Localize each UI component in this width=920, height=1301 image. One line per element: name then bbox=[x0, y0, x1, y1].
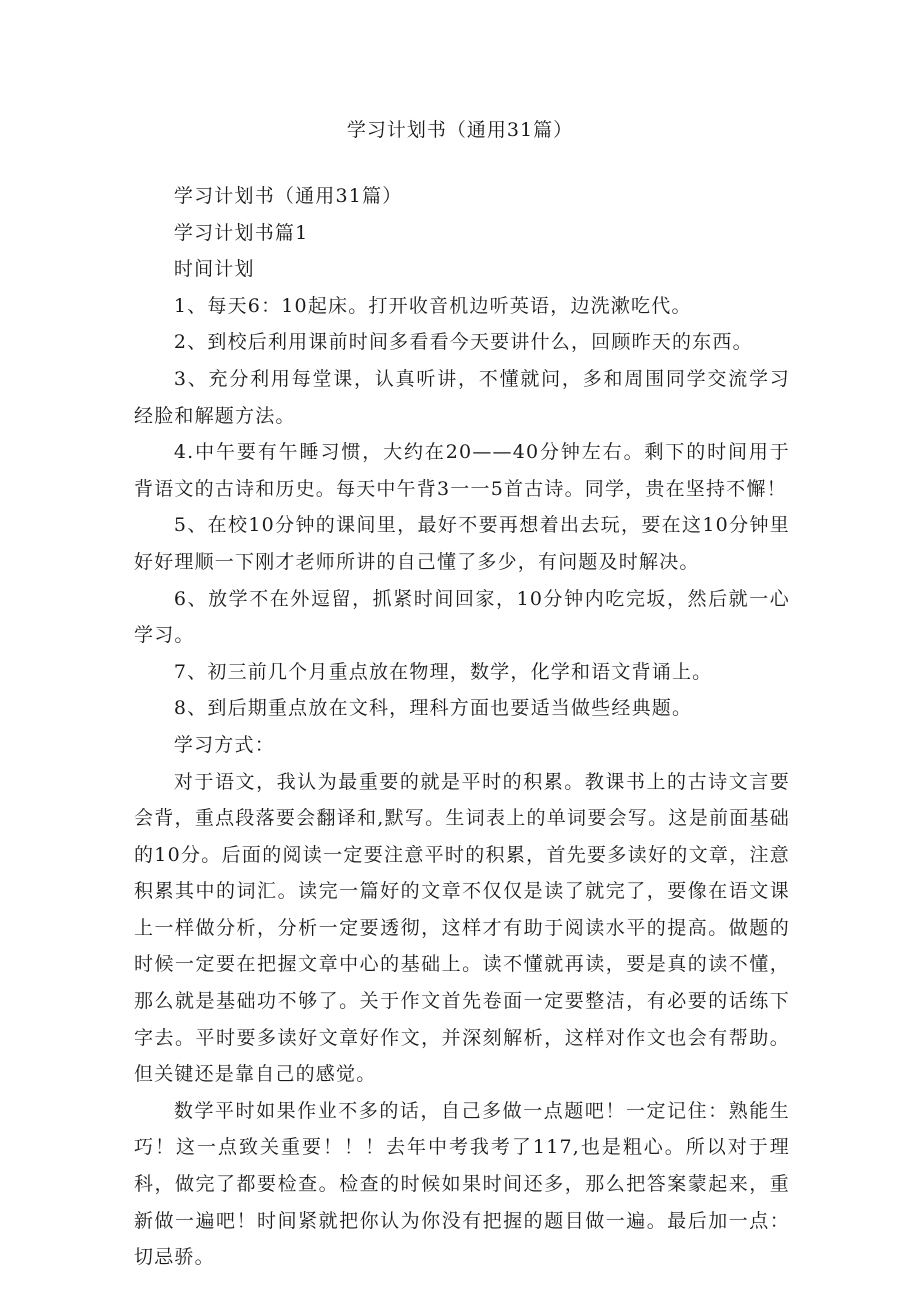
body-paragraph-item-6: 6、放学不在外逗留，抓紧时间回家，10分钟内吃完坂，然后就一心学习。 bbox=[134, 587, 790, 647]
body-paragraph-item-3: 3、充分利用每堂课，认真听讲，不懂就问，多和周围同学交流学习经脸和解题方法。 bbox=[134, 367, 790, 427]
body-paragraph-chinese: 对于语文，我认为最重要的就是平时的积累。教课书上的古诗文言要会背，重点段落要会翻译和,默写。生词表上的单词要会写。这是前面基础的10分。后面的阅读一定要注意平时的积累，首先要多读好的文章，注意积累其中的词汇。读完一篇好的文章不仅仅是读了就完了，要像在语文课上一样做分析，分析一定要透彻，这样才有助于阅读水平的提高。做题的时候一定要在把握文章中心的基础上。读不懂就再读，要是真的读不懂，那么就是基础功不够了。关于作文首先卷面一定要整洁，有必要的话练下字去。平时要多读好文章好作文，并深刻解析，这样对作文也会有帮助。但关键还是靠自己的感觉。 bbox=[134, 770, 790, 1086]
body-paragraph-method-heading: 学习方式： bbox=[173, 733, 275, 756]
body-paragraph-item-5: 5、在校10分钟的课间里，最好不要再想着出去玩，要在这10分钟里好好理顺一下刚才老师所讲的自己懂了多少，有问题及时解决。 bbox=[134, 514, 790, 573]
body-paragraph-item-7: 7、初三前几个月重点放在物理，数学，化学和语文背诵上。 bbox=[173, 660, 713, 683]
body-paragraph-item-1: 1、每天6：10起床。打开收音机边听英语，边洗漱吃代。 bbox=[173, 294, 692, 317]
body-paragraph-item-4: 4.中午要有午睡习惯，大约在20——40分钟左右。剩下的时间用于背语文的古诗和历史。每天中午背3一一5首古诗。同学，贵在坚持不懈！ bbox=[134, 441, 790, 500]
body-paragraph-item-8: 8、到后期重点放在文科，理科方面也要适当做些经典题。 bbox=[173, 697, 693, 720]
body-paragraph-section-title: 学习计划书篇1 bbox=[173, 221, 309, 244]
body-paragraph-math: 数学平时如果作业不多的话，自己多做一点题吧！一定记住：熟能生巧！这一点致关重要！！！去年中考我考了117,也是粗心。所以对于理科，做完了都要检查。检查的时候如果时间还多，那么把答案蒙起来，重新做一遍吧！时间紧就把你认为你没有把握的题目做一遍。最后加一点：切忌骄。 bbox=[134, 1099, 790, 1269]
document-title: 学习计划书（通用31篇） bbox=[346, 119, 574, 141]
document-body bbox=[134, 178, 790, 1276]
body-paragraph-time-plan-heading: 时间计划 bbox=[173, 258, 255, 281]
body-paragraph-item-2: 2、到校后利用课前时间多看看今天要讲什么，回顾昨天的东西。 bbox=[173, 331, 753, 354]
body-paragraph-heading: 学习计划书（通用31篇） bbox=[173, 185, 403, 207]
